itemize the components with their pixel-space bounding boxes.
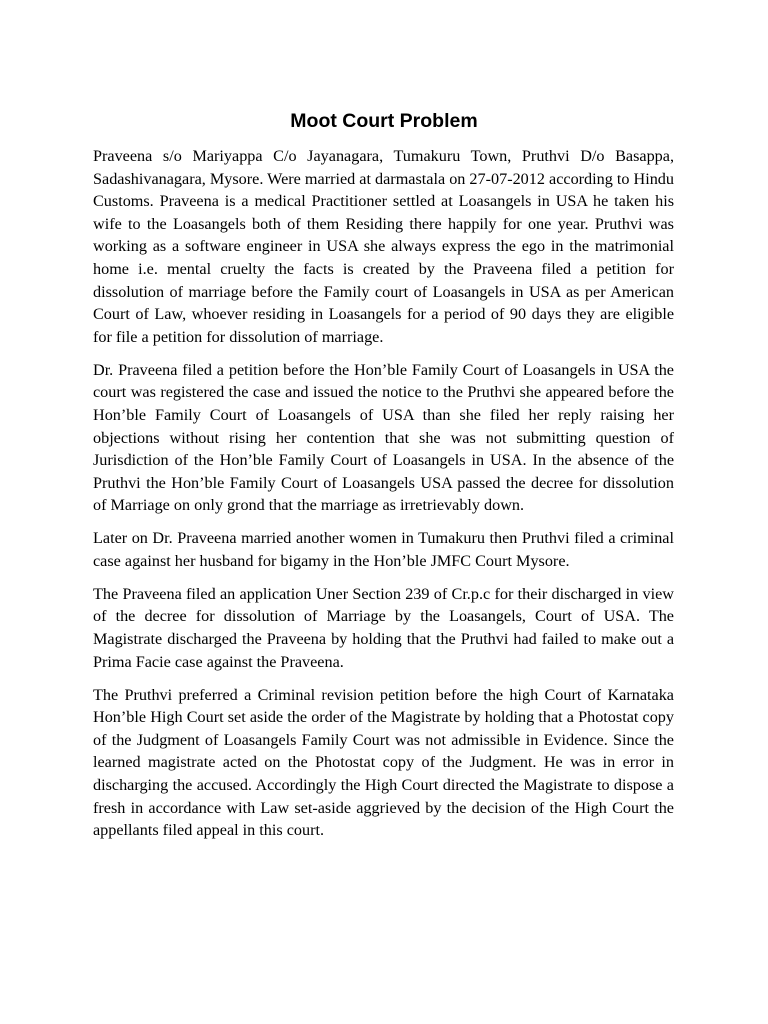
paragraph-revision-petition: The Pruthvi preferred a Criminal revision petition before the high Court of Karnataka Hon’ble High Court set aside the order of the Magistrate by holding that a Photostat copy of the Judgment of Loasangels Family Court was not admissible in Evidence. Since the learned magistrate acted on the Photostat copy of the Judgment. He was in error in discharging the accused. Accordingly the High Court directed the Magistrate to dispose a fresh in accordance with Law set-aside aggrieved by the decision of the High Court the appellants filed appeal in this court. [93,685,674,840]
paragraph-family-court-petition: Dr. Praveena filed a petition before the Hon’ble Family Court of Loasangels in USA the court was registered the case and issued the notice to the Pruthvi she appeared before the Hon’ble Family Court of Loasangels of USA than she filed her reply raising her objections without rising her contention that she was not submitting question of Jurisdiction of the Hon’ble Family Court of Loasangels in USA. In the absence of the Pruthvi the Hon’ble Family Court of Loasangels USA passed the decree for dissolution of Marriage on only grond that the marriage as irretrievably down. [93,360,674,515]
document-body [93,145,674,852]
paragraph-marriage-facts: Praveena s/o Mariyappa C/o Jayanagara, Tumakuru Town, Pruthvi D/o Basappa, Sadashivanagara, Mysore. Were married at darmastala on 27-07-2012 according to Hindu Customs. Praveena is a medical Practitioner settled at Loasangels in USA he taken his wife to the Loasangels both of them Residing there happily for one year. Pruthvi was working as a software engineer in USA she always express the ego in the matrimonial home i.e. mental cruelty the facts is created by the Praveena filed a petition for dissolution of marriage before the Family court of Loasangels in USA as per American Court of Law, whoever residing in Loasangels for a period of 90 days they are eligible for file a petition for dissolution of marriage. [93,147,674,346]
document-title: Moot Court Problem [290,110,478,132]
paragraph-bigamy-case: Later on Dr. Praveena married another women in Tumakuru then Pruthvi filed a criminal case against her husband for bigamy in the Hon’ble JMFC Court Mysore. [93,529,674,570]
paragraph-discharge-application: The Praveena filed an application Uner Section 239 of Cr.p.c for their discharged in view of the decree for dissolution of Marriage by the Loasangels, Court of USA. The Magistrate discharged the Praveena by holding that the Pruthvi had failed to make out a Prima Facie case against the Praveena. [93,584,674,671]
